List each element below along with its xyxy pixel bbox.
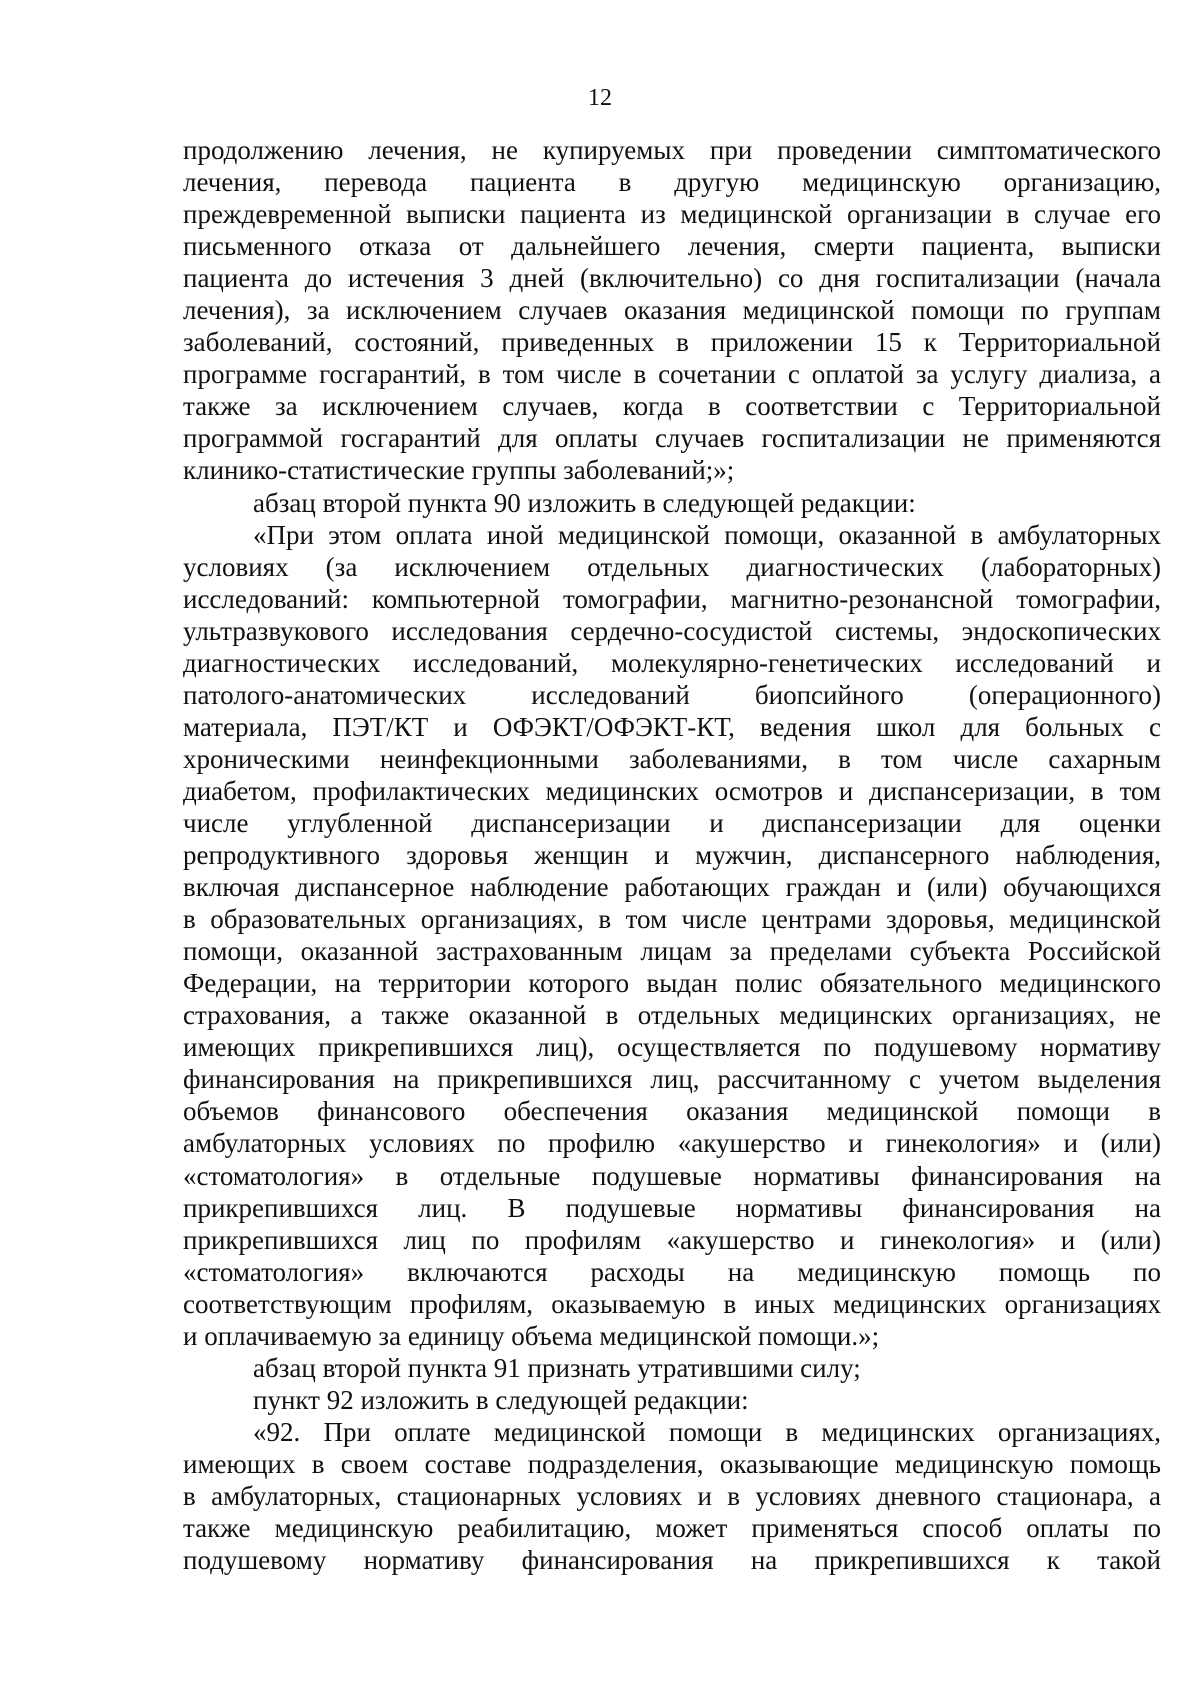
text-line: программой госгарантий для оплаты случаев госпитализации не применяются	[183, 423, 1161, 454]
text-line: включая диспансерное наблюдение работающих граждан и (или) обучающихся	[183, 872, 1161, 903]
text-line: клинико-статистические группы заболеваний;»;	[183, 455, 735, 486]
text-line: Федерации, на территории которого выдан полис обязательного медицинского	[183, 968, 1161, 999]
text-line: в образовательных организациях, в том числе центрами здоровья, медицинской	[183, 904, 1161, 935]
text-line: прикрепившихся лиц по профилям «акушерство и гинекология» и (или)	[183, 1224, 1161, 1255]
page-number: 12	[588, 85, 612, 111]
text-line: объемов финансового обеспечения оказания медицинской помощи в	[183, 1096, 1161, 1127]
text-line: исследований: компьютерной томографии, магнитно-резонансной томографии,	[183, 583, 1161, 614]
text-line: имеющих прикрепившихся лиц), осуществляется по подушевому нормативу	[183, 1032, 1161, 1063]
document-body	[183, 134, 1161, 1576]
text-line: заболеваний, состояний, приведенных в приложении 15 к Территориальной	[183, 327, 1161, 358]
text-line: числе углубленной диспансеризации и диспансеризации для оценки	[183, 807, 1161, 838]
text-line: также за исключением случаев, когда в соответствии с Территориальной	[183, 391, 1161, 422]
text-line: ультразвукового исследования сердечно-сосудистой системы, эндоскопических	[183, 615, 1161, 646]
text-line: лечения, перевода пациента в другую медицинскую организацию,	[183, 167, 1161, 198]
text-line: также медицинскую реабилитацию, может применяться способ оплаты по	[183, 1513, 1161, 1544]
text-line: пункт 92 изложить в следующей редакции:	[253, 1384, 749, 1415]
text-line: диагностических исследований, молекулярно-генетических исследований и	[183, 647, 1161, 678]
text-line: материала, ПЭТ/КТ и ОФЭКТ/ОФЭКТ-КТ, ведения школ для больных с	[183, 711, 1161, 742]
text-line: и оплачиваемую за единицу объема медицинской помощи.»;	[183, 1320, 880, 1351]
text-line: подушевому нормативу финансирования на прикрепившихся к такой	[183, 1545, 1161, 1576]
text-line: продолжению лечения, не купируемых при проведении симптоматического	[183, 135, 1161, 165]
text-line: в амбулаторных, стационарных условиях и в условиях дневного стационара, а	[183, 1480, 1161, 1511]
text-line: амбулаторных условиях по профилю «акушерство и гинекология» и (или)	[183, 1128, 1161, 1159]
text-line: соответствующим профилям, оказываемую в иных медицинских организациях	[183, 1288, 1161, 1319]
text-line: финансирования на прикрепившихся лиц, рассчитанному с учетом выделения	[183, 1064, 1161, 1095]
text-line: патолого-анатомических исследований биопсийного (операционного)	[183, 679, 1161, 710]
text-line: письменного отказа от дальнейшего лечения, смерти пациента, выписки	[183, 231, 1161, 262]
text-line: «При этом оплата иной медицинской помощи, оказанной в амбулаторных	[253, 519, 1161, 550]
text-line: «стоматология» включаются расходы на медицинскую помощь по	[183, 1256, 1161, 1287]
text-line: диабетом, профилактических медицинских осмотров и диспансеризации, в том	[183, 775, 1161, 806]
text-line: страхования, а также оказанной в отдельных медицинских организациях, не	[183, 1000, 1161, 1031]
text-line: «92. При оплате медицинской помощи в медицинских организациях,	[253, 1416, 1161, 1447]
text-line: репродуктивного здоровья женщин и мужчин, диспансерного наблюдения,	[183, 840, 1161, 871]
text-line: преждевременной выписки пациента из медицинской организации в случае его	[183, 199, 1161, 230]
text-line: пациента до истечения 3 дней (включительно) со дня госпитализации (начала	[183, 263, 1161, 294]
text-line: прикрепившихся лиц. В подушевые нормативы финансирования на	[183, 1192, 1161, 1223]
text-line: абзац второй пункта 90 изложить в следующей редакции:	[253, 487, 916, 518]
text-line: лечения), за исключением случаев оказания медицинской помощи по группам	[183, 295, 1161, 326]
text-line: хроническими неинфекционными заболеваниями, в том числе сахарным	[183, 743, 1161, 774]
text-line: программе госгарантий, в том числе в сочетании с оплатой за услугу диализа, а	[183, 359, 1161, 390]
text-line: имеющих в своем составе подразделения, оказывающие медицинскую помощь	[183, 1448, 1161, 1479]
text-line: «стоматология» в отдельные подушевые нормативы финансирования на	[183, 1160, 1161, 1191]
text-line: помощи, оказанной застрахованным лицам за пределами субъекта Российской	[183, 936, 1161, 967]
text-line: абзац второй пункта 91 признать утратившими силу;	[253, 1352, 861, 1383]
text-line: условиях (за исключением отдельных диагностических (лабораторных)	[183, 551, 1161, 582]
